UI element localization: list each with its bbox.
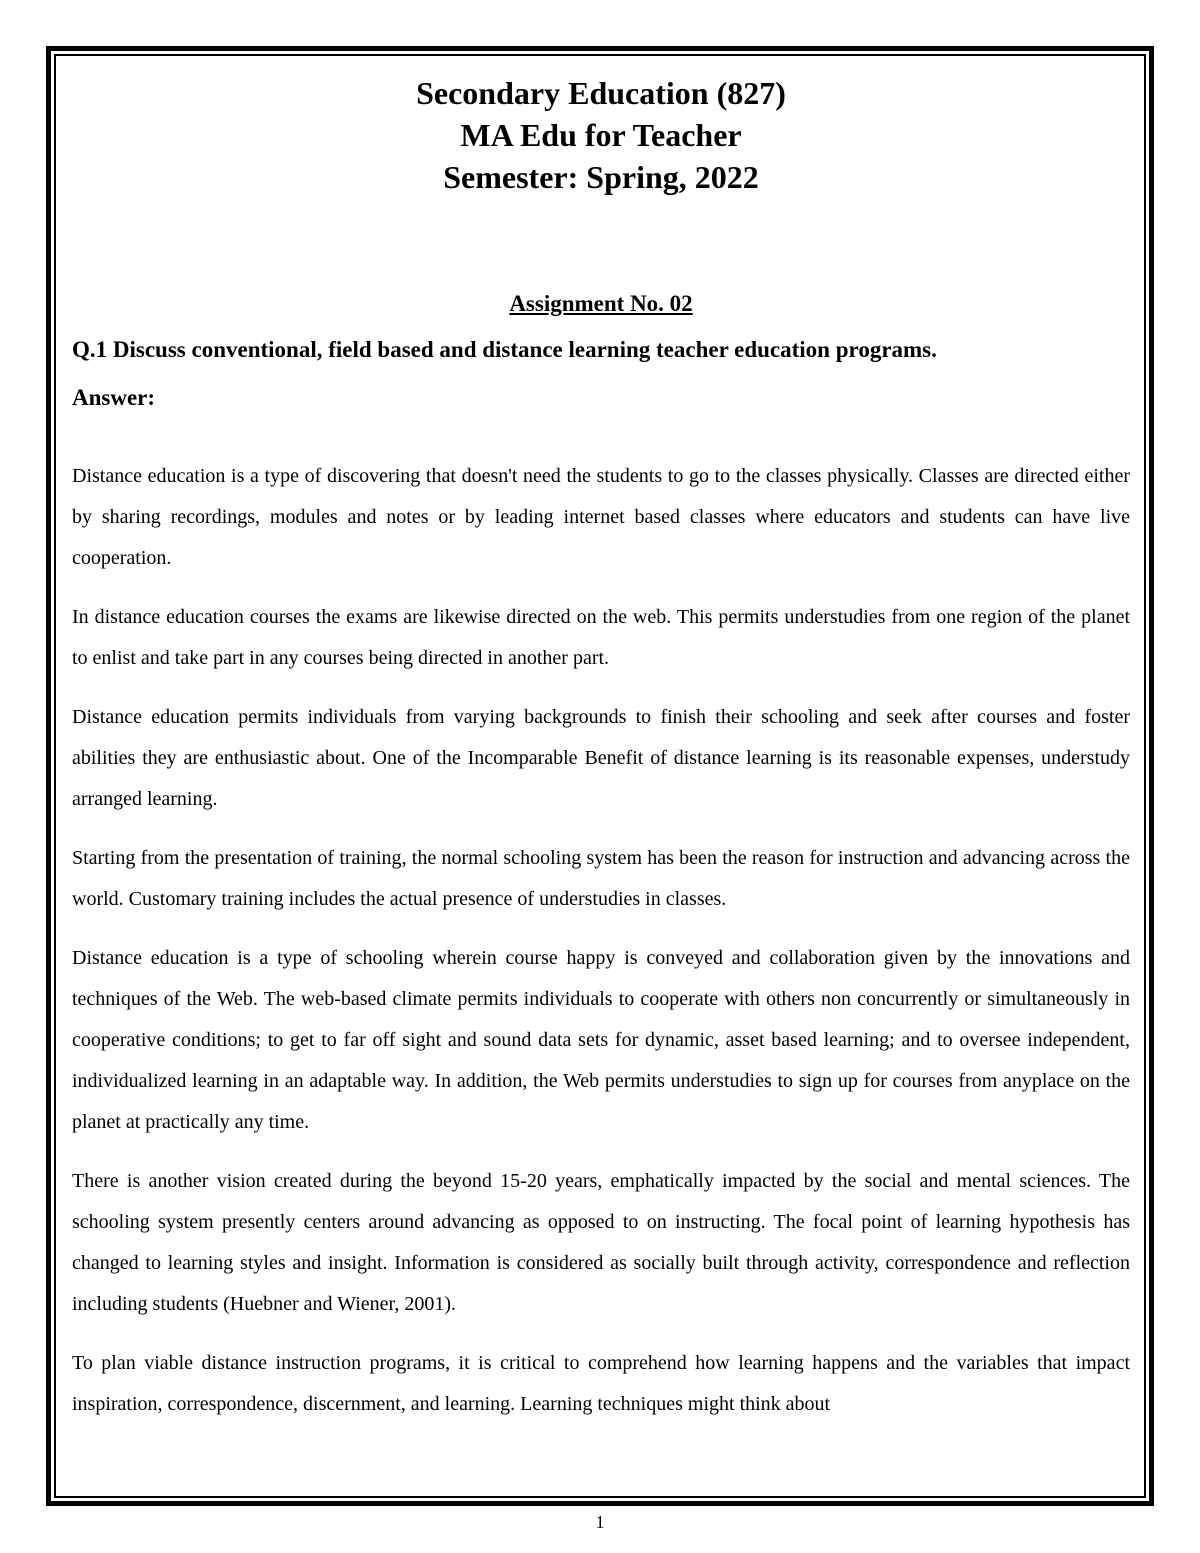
page-number: 1 <box>595 1512 605 1532</box>
paragraph: Distance education is a type of schooling wherein course happy is conveyed and collaboration given by the innovations and techniques of the Web. The web-based climate permits individuals to cooperate with others non concurrently or simultaneously in cooperative conditions; to get to far off sight and sound data sets for dynamic, asset based learning; and to oversee independent, individualized learning in an adaptable way. In addition, the Web permits understudies to sign up for courses from anyplace on the planet at practically any time. <box>72 947 1130 1133</box>
answer-body <box>72 456 1130 1425</box>
paragraph: In distance education courses the exams are likewise directed on the web. This permits understudies from one region of the planet to enlist and take part in any courses being directed in another part. <box>72 606 1130 669</box>
assignment-heading: Assignment No. 02 <box>509 291 693 316</box>
document-title <box>72 72 1130 198</box>
document-content <box>72 72 1130 1443</box>
paragraph: There is another vision created during the beyond 15-20 years, emphatically impacted by the social and mental sciences. The schooling system presently centers around advancing as opposed to on instructing. The focal point of learning hypothesis has changed to learning styles and insight. Information is considered as socially built through activity, correspondence and reflection including students (Huebner and Wiener, 2001). <box>72 1170 1130 1315</box>
paragraph: To plan viable distance instruction programs, it is critical to comprehend how learning happens and the variables that impact inspiration, correspondence, discernment, and learning. Learning techniques might think about <box>72 1352 1130 1415</box>
paragraph: Distance education permits individuals from varying backgrounds to finish their schooling and seek after courses and foster abilities they are enthusiastic about. One of the Incomparable Benefit of distance learning is its reasonable expenses, understudy arranged learning. <box>72 706 1130 810</box>
question-text: Q.1 Discuss conventional, field based and distance learning teacher education programs. <box>72 337 937 362</box>
program-title: MA Edu for Teacher <box>460 117 742 153</box>
paragraph: Distance education is a type of discovering that doesn't need the students to go to the classes physically. Classes are directed either by sharing recordings, modules and notes or by leading internet based classes where educators and students can have live cooperation. <box>72 465 1130 569</box>
paragraph: Starting from the presentation of training, the normal schooling system has been the reason for instruction and advancing across the world. Customary training includes the actual presence of understudies in classes. <box>72 847 1130 910</box>
answer-label: Answer: <box>72 385 156 410</box>
semester-title: Semester: Spring, 2022 <box>443 159 759 195</box>
course-title: Secondary Education (827) <box>416 75 786 111</box>
